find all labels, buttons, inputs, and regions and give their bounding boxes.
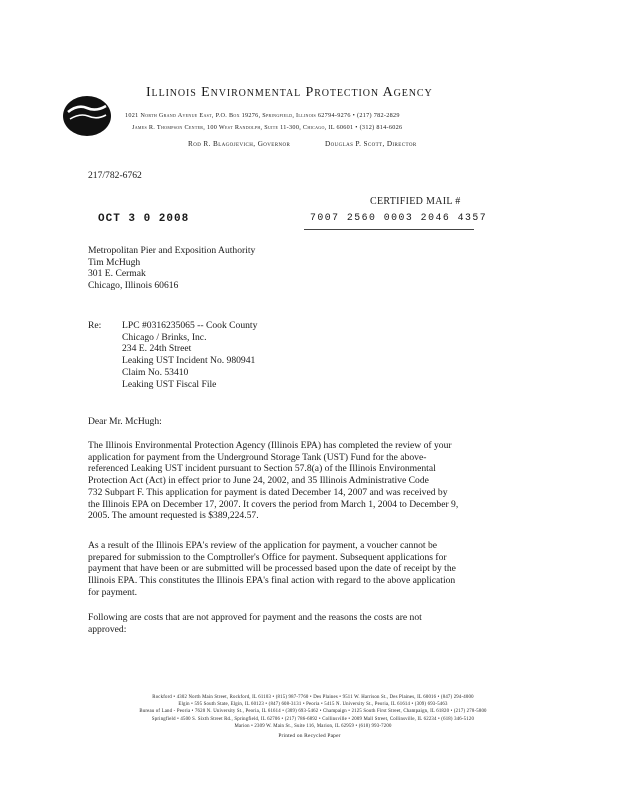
- paragraph-voucher: [88, 540, 456, 599]
- recipient-address: [88, 245, 255, 292]
- recycled-paper-note: Printed on Recycled Paper: [278, 733, 341, 739]
- paragraph-line: the Illinois EPA on December 17, 2007. It covers the period from March 1, 2004 to December 9,: [88, 498, 459, 510]
- re-line: 234 E. 24th Street: [122, 343, 192, 355]
- paragraph-line: payment that have been or are submitted will be processed based upon the date of receipt by the: [88, 563, 456, 575]
- date-stamp: OCT 3 0 2008: [98, 213, 190, 225]
- paragraph-line: referenced Leaking UST incident pursuant to Section 57.8(a) of the Illinois Environmental: [88, 463, 436, 475]
- agency-address-springfield: 1021 North Grand Avenue East, P.O. Box 19276, Springfield, Illinois 62794-9276 • (217) 782-2829: [125, 112, 400, 119]
- paragraph-line: 2005. The amount requested is $389,224.57.: [88, 510, 259, 522]
- recipient-line: 301 E. Cermak: [88, 268, 146, 280]
- recipient-line: Metropolitan Pier and Exposition Authority: [88, 245, 256, 256]
- salutation: Dear Mr. McHugh:: [88, 416, 162, 427]
- re-line: Leaking UST Fiscal File: [122, 378, 217, 390]
- footer-line: Elgin • 595 South State, Elgin, IL 60123 • (847) 608-3131 • Peoria • 5415 N. University St., Peoria, IL 61614 • (309) 693-5463: [178, 702, 448, 708]
- paragraph-line: The Illinois Environmental Protection Agency (Illinois EPA) has completed the review of your: [88, 440, 452, 451]
- footer-line: Bureau of Land - Peoria • 7620 N. University St., Peoria, IL 61614 • (309) 693-5462 • Champaign • 2125 South First Street, Champaign, IL 61820 • (217) 278-5800: [139, 709, 487, 715]
- paragraph-costs-not-approved: [88, 612, 422, 635]
- paragraph-review-completed: [88, 440, 458, 522]
- certified-mail-underline: [304, 229, 474, 230]
- paragraph-line: approved:: [88, 623, 127, 635]
- agency-address-chicago: James R. Thompson Center, 100 West Randolph, Suite 11-300, Chicago, IL 60601 • (312) 814-6026: [132, 124, 403, 131]
- re-line: LPC #0316235065 -- Cook County: [122, 320, 258, 331]
- director-name: Douglas P. Scott, Director: [325, 140, 417, 148]
- footer-offices: [78, 694, 548, 730]
- paragraph-line: Protection Act (Act) in effect prior to June 24, 2002, and 35 Illinois Administrative Code: [88, 475, 429, 487]
- certified-mail-number: 7007 2560 0003 2046 4357: [310, 212, 488, 223]
- governor-name: Rod R. Blagojevich, Governor: [188, 140, 291, 148]
- re-line: Leaking UST Incident No. 980941: [122, 355, 256, 367]
- paragraph-line: prepared for submission to the Comptroller's Office for payment. Subsequent applications for: [88, 551, 447, 563]
- re-line: Claim No. 53410: [122, 366, 189, 378]
- paragraph-line: for payment.: [88, 586, 138, 598]
- re-block: [122, 320, 257, 390]
- recipient-line: Tim McHugh: [88, 256, 141, 268]
- footer-line: Rockford • 4302 North Main Street, Rockford, IL 61103 • (815) 987-7760 • Des Plaines • 9511 W. Harrison St., Des Plaines, IL 60016 • (847) 294-4000: [152, 695, 474, 700]
- footer-line: Springfield • 4500 S. Sixth Street Rd., Springfield, IL 62706 • (217) 786-6892 • Collinsville • 2009 Mall Street, Collinsville, IL 62234 • (618) 346-5120: [151, 716, 475, 722]
- recipient-line: Chicago, Illinois 60616: [88, 280, 179, 292]
- footer-line: Marion • 2309 W. Main St., Suite 116, Marion, IL 62959 • (618) 993-7200: [234, 723, 392, 729]
- illinois-epa-logo: [62, 94, 112, 138]
- paragraph-line: application for payment from the Underground Storage Tank (UST) Fund for the above-: [88, 451, 427, 463]
- re-line: Chicago / Brinks, Inc.: [122, 331, 207, 343]
- re-label: Re:: [88, 320, 102, 331]
- agency-name: Illinois Environmental Protection Agency: [146, 85, 433, 100]
- paragraph-line: Illinois EPA. This constitutes the Illinois EPA's final action with regard to the above application: [88, 575, 456, 587]
- phone-number: 217/782-6762: [88, 170, 142, 181]
- paragraph-line: 732 Subpart F. This application for payment is dated December 14, 2007 and was received by: [88, 486, 448, 498]
- certified-mail-label: CERTIFIED MAIL #: [370, 196, 461, 207]
- paragraph-line: Following are costs that are not approved for payment and the reasons the costs are not: [88, 612, 422, 623]
- paragraph-line: As a result of the Illinois EPA's review of the application for payment, a voucher cannot be: [88, 540, 438, 551]
